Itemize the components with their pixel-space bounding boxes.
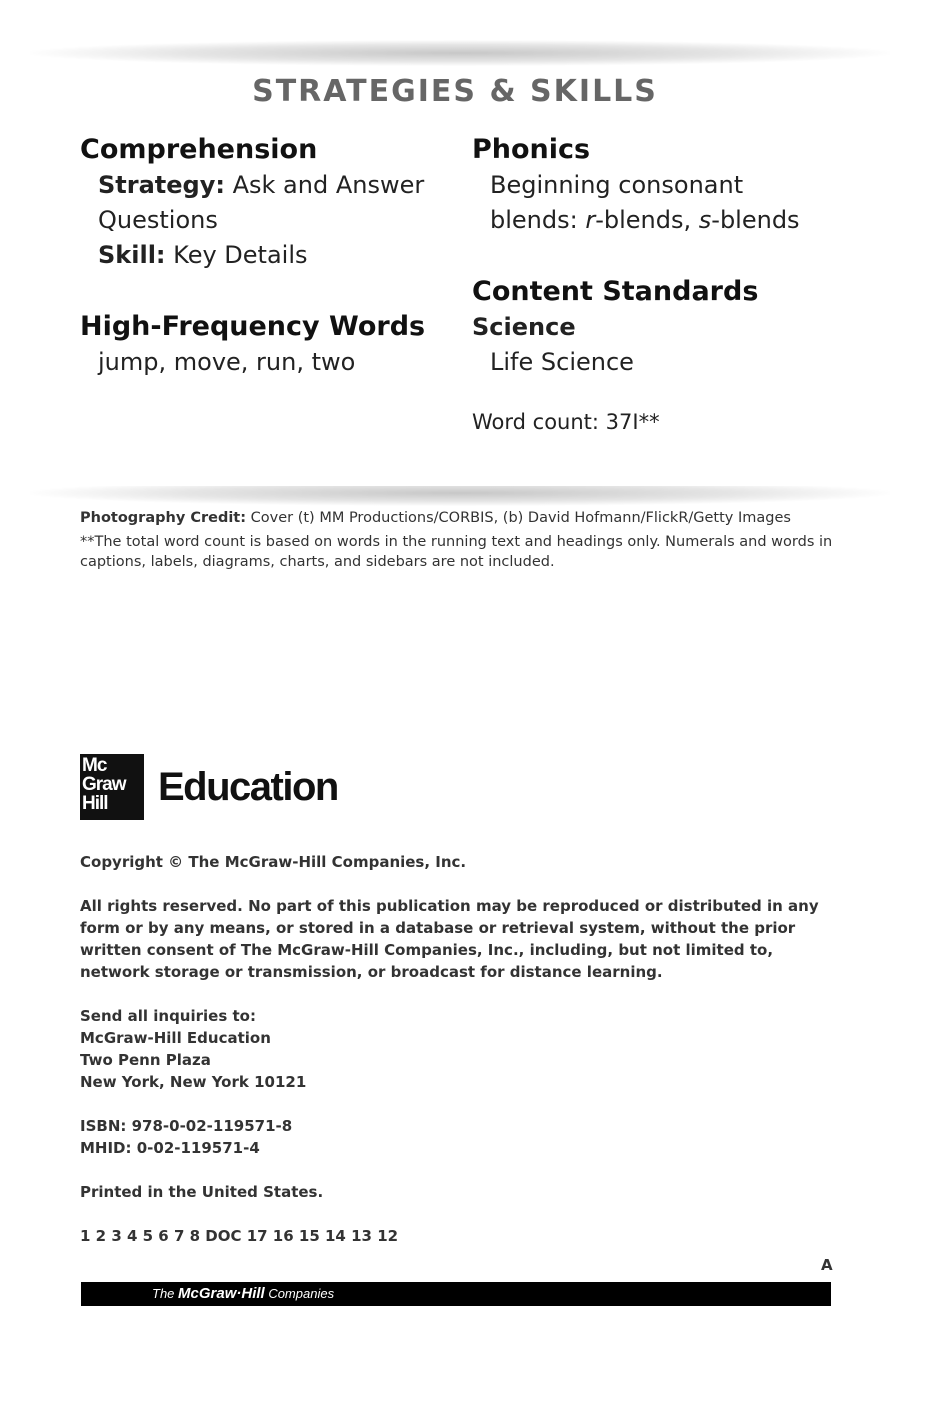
science-item: Life Science (490, 348, 634, 376)
phonics-r: r (585, 206, 596, 234)
top-shadow-band (30, 40, 890, 66)
address-line-3: New York, New York 10121 (80, 1073, 307, 1091)
strategy-label: Strategy: (98, 171, 225, 199)
panel-bottom-edge (0, 480, 950, 486)
isbn-block (80, 1115, 840, 1159)
logo-mc: Mc (82, 755, 107, 776)
science-label: Science (472, 313, 576, 341)
address-line-1: McGraw-Hill Education (80, 1029, 271, 1047)
mcgraw-hill-education-logo (80, 754, 338, 820)
right-column (472, 132, 892, 437)
section-title: STRATEGIES & SKILLS (252, 74, 658, 109)
hfw-heading: High-Frequency Words (80, 311, 426, 342)
edition-mark: A (821, 1256, 833, 1274)
credits-block (80, 508, 840, 572)
strategy-line-2: Questions (98, 206, 218, 234)
content-standards-heading: Content Standards (472, 276, 759, 307)
phonics-blends-post: -blends (711, 206, 800, 234)
strategy-text: Ask and Answer (224, 171, 425, 199)
printed-line: Printed in the United States. (80, 1183, 324, 1201)
inquiries-block (80, 1005, 840, 1093)
left-column (80, 132, 460, 380)
word-count: Word count: 37I** (472, 410, 660, 434)
hfw-text: jump, move, run, two (98, 348, 356, 376)
address-line-2: Two Penn Plaza (80, 1051, 211, 1069)
logo-education-word: Education (158, 764, 338, 809)
footer-the: The (152, 1286, 179, 1301)
logo-hill: Hill (82, 793, 108, 814)
legal-block (80, 851, 840, 1269)
rights-paragraph: All rights reserved. No part of this publication may be reproduced or distributed in any form or by any means, or stored in a database or retrieval system, without the prior written consent of The McGraw-Hill Companies, Inc., including, but not limited to, network storage or transmission, or broadcast for distance learning. (80, 897, 819, 981)
phonics-line-2 (472, 203, 892, 238)
photo-credit-text: Cover (t) MM Productions/CORBIS, (b) David Hofmann/FlickR/Getty Images (246, 510, 791, 526)
skill-line (80, 238, 460, 273)
phonics-s: s (698, 206, 712, 234)
phonics-blends-prefix: blends: (490, 206, 586, 234)
phonics-heading: Phonics (472, 134, 591, 165)
mhid: MHID: 0-02-119571-4 (80, 1139, 260, 1157)
footer-bar (81, 1282, 831, 1306)
mcgraw-hill-logo-box (80, 754, 144, 820)
footer-companies: Companies (264, 1286, 335, 1301)
skill-label: Skill: (98, 241, 166, 269)
photo-credit (80, 508, 840, 528)
logo-graw: Graw (82, 774, 126, 795)
isbn: ISBN: 978-0-02-119571-8 (80, 1117, 293, 1135)
inquiries-label: Send all inquiries to: (80, 1007, 256, 1025)
comprehension-heading: Comprehension (80, 134, 318, 165)
strategy-line (80, 168, 460, 203)
phonics-line-1: Beginning consonant (490, 171, 744, 199)
print-number-line: 1 2 3 4 5 6 7 8 DOC 17 16 15 14 13 12 (80, 1227, 399, 1245)
photo-credit-label: Photography Credit: (80, 510, 247, 526)
word-count-note: **The total word count is based on words in the running text and headings only. Numerals and words in captions, labels, diagrams, charts, and sidebars are not included. (80, 534, 833, 570)
skill-text: Key Details (165, 241, 308, 269)
copyright-line: Copyright © The McGraw-Hill Companies, Inc. (80, 853, 467, 871)
phonics-blends-mid: -blends, (595, 206, 699, 234)
footer-brand: McGraw·Hill (178, 1285, 265, 1302)
